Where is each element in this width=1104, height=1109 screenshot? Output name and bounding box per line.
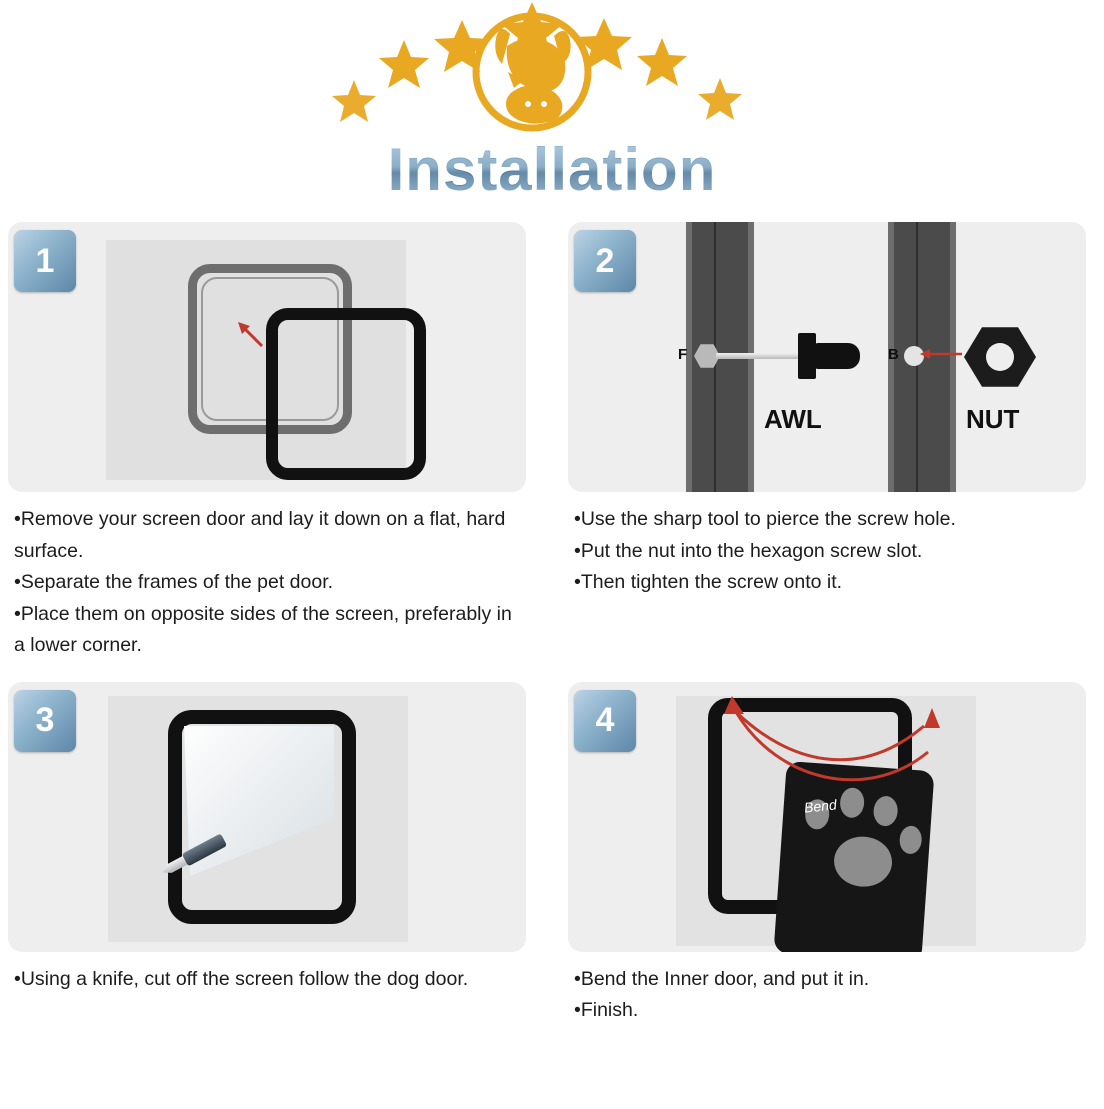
step-4-line-2: •Finish. <box>574 999 639 1022</box>
step-2-illustration <box>568 222 1086 492</box>
step-2-line-2: •Put the nut into the hexagon screw slot. <box>574 539 923 562</box>
awl-grip <box>814 343 860 369</box>
step-1-line-3: •Place them on opposite sides of the screen, preferably in a lower corner. <box>14 602 512 657</box>
step-3-badge: 3 <box>14 690 76 752</box>
step-1 <box>8 222 526 662</box>
logo-wrap <box>0 0 1104 140</box>
step-4-caption <box>568 952 1086 1027</box>
step-1-caption <box>8 492 526 662</box>
page-title: Installation <box>0 140 1104 200</box>
black-pet-door-frame <box>266 308 426 480</box>
step-4-badge: 4 <box>574 690 636 752</box>
header <box>0 0 1104 222</box>
step-3-line-1: •Using a knife, cut off the screen follow the dog door. <box>14 967 469 990</box>
step-2 <box>568 222 1086 662</box>
back-marker-label: B <box>888 346 899 363</box>
step-4-line-1: •Bend the Inner door, and put it in. <box>574 967 870 990</box>
steps-row-1 <box>8 222 1096 662</box>
step-2-badge: 2 <box>574 230 636 292</box>
step-3-caption <box>8 952 526 1024</box>
red-arrow-icon <box>920 348 962 360</box>
hex-nut <box>964 326 1036 388</box>
steps-grid <box>0 222 1104 1027</box>
awl-label: AWL <box>764 404 822 434</box>
step-1-badge: 1 <box>14 230 76 292</box>
bend-label: Bend <box>803 796 838 816</box>
step-1-line-2: •Separate the frames of the pet door. <box>14 571 334 594</box>
red-arrow-icon <box>236 320 264 348</box>
dog-cat-stars-logo <box>332 0 772 140</box>
step-4-illustration <box>568 682 1086 952</box>
step-2-line-1: •Use the sharp tool to pierce the screw hole. <box>574 508 956 530</box>
steps-row-2 <box>8 682 1096 1027</box>
step-1-line-1: •Remove your screen door and lay it down on a flat, hard surface. <box>14 508 506 562</box>
step-4 <box>568 682 1086 1027</box>
step-2-caption <box>568 492 1086 599</box>
bend-arrows-icon <box>718 692 948 852</box>
front-marker-label: F <box>678 346 688 363</box>
step-1-illustration <box>8 222 526 492</box>
step-2-line-3: •Then tighten the screw onto it. <box>574 571 843 594</box>
step-3 <box>8 682 526 1027</box>
step-3-illustration <box>8 682 526 952</box>
nut-label: NUT <box>966 404 1020 434</box>
awl-shaft <box>716 353 802 359</box>
